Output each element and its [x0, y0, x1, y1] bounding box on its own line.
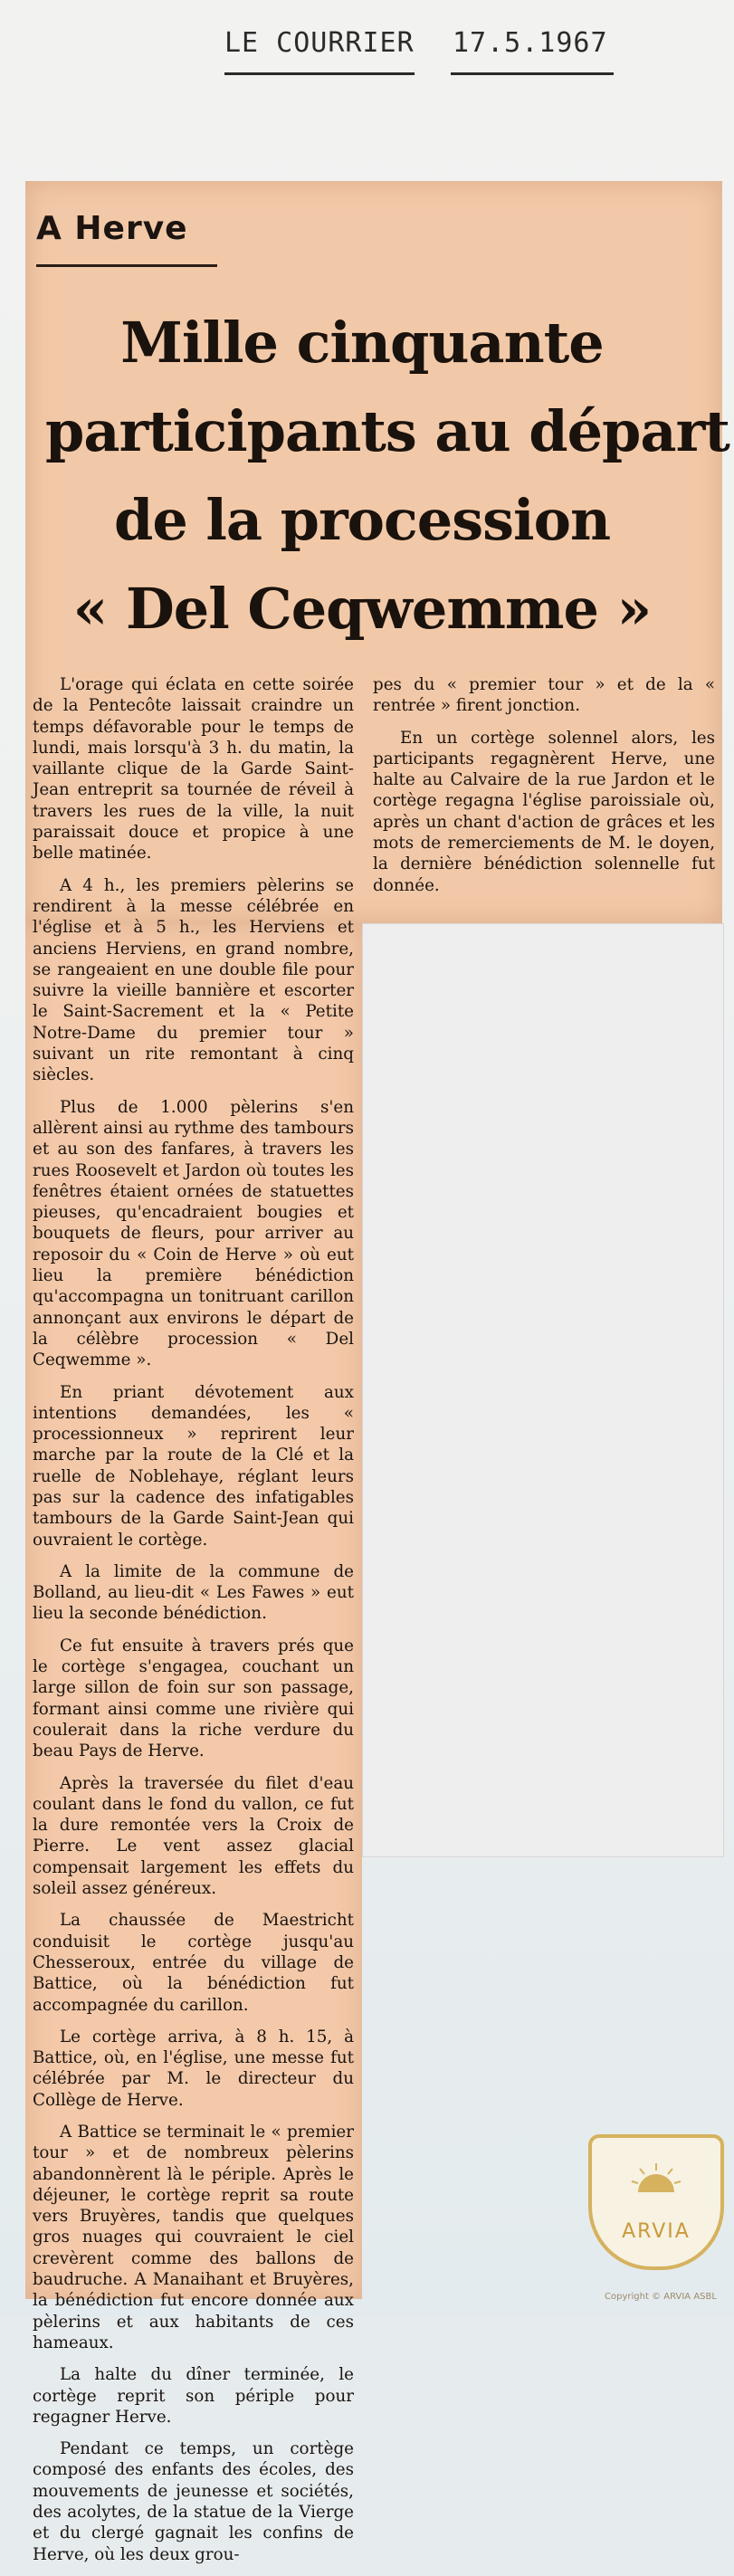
- headline-line: de la procession: [113, 487, 611, 553]
- paragraph: Le cortège arriva, à 8 h. 15, à Battice, où, en l'église, une messe fut célébrée par M. le directeur du Collège de Herve.: [33, 2027, 354, 2110]
- back-page-bleed: [362, 923, 724, 1857]
- paragraph: L'orage qui éclata en cette soirée de la Pentecôte laissait craindre un temps défavorable pour le temps de lundi, mais lorsqu'à 3 h. du matin, la vaillante clique de la Garde Saint-Jean entreprit sa tournée de réveil à travers les rues de la ville, la nuit paraissait douce et propice à une belle matinée.: [33, 675, 354, 863]
- rising-sun-icon: [629, 2160, 683, 2196]
- clipping-date: 17.5.1967: [453, 27, 608, 59]
- article-headline: [45, 299, 729, 654]
- paragraph: pes du « premier tour » et de la « rentrée » firent jonction.: [373, 675, 715, 716]
- paragraph: En priant dévotement aux intentions demandées, les « processionneux » reprirent leur marche par la route de la Clé et la ruelle de Noblehaye, réglant leurs pas sur la cadence des infatigables tambours de la Garde Saint-Jean qui ouvraient le cortège.: [33, 1382, 354, 1550]
- logo-brand-text: ARVIA: [622, 2220, 691, 2243]
- newspaper-name: LE COURRIER: [224, 27, 415, 59]
- paragraph: Plus de 1.000 pèlerins s'en allèrent ainsi au rythme des tambours et au son des fanfares, à travers les rues Roosevelt et Jardon où toutes les fenêtres étaient ornées de statuettes pieuses, qu'encadraient bougies et bouquets de fleurs, pour arriver au reposoir du « Coin de Herve » où eut lieu la première bénédiction qu'accompagna un tonitruant carillon annonçant aux environs le départ de la célèbre procession « Del Ceqwemme ».: [33, 1097, 354, 1370]
- headline-line: Mille cinquante: [120, 310, 604, 376]
- logo-shield-icon: [588, 2134, 724, 2270]
- arvia-logo: [588, 2134, 724, 2288]
- article-column-left: [33, 674, 354, 2576]
- paragraph: La chaussée de Maestricht conduisit le cortège jusqu'au Chesseroux, entrée du village de Battice, où la bénédiction fut accompagnée du carillon.: [33, 1911, 354, 2015]
- date-underline: [451, 72, 614, 75]
- headline-line: « Del Ceqwemme »: [72, 576, 652, 642]
- paragraph: A la limite de la commune de Bolland, au lieu-dit « Les Fawes » eut lieu la seconde bénédiction.: [33, 1561, 354, 1624]
- paragraph: La halte du dîner terminée, le cortège reprit son périple pour regagner Herve.: [33, 2365, 354, 2427]
- headline-line: participants au départ: [45, 398, 729, 464]
- paragraph: Après la traversée du filet d'eau coulant dans le fond du vallon, ce fut la dure remontée vers la Croix de Pierre. Le vent assez glacial compensait largement les effets du soleil assez généreux.: [33, 1773, 354, 1899]
- paragraph: En un cortège solennel alors, les participants regagnèrent Herve, une halte au Calvaire de la rue Jardon et le cortège regagna l'église paroissiale où, après un chant d'action de grâces et les mots de remerciements de M. le doyen, la dernière bénédiction solennelle fut donnée.: [373, 728, 715, 895]
- article-kicker: A Herve: [36, 210, 188, 247]
- paragraph: Pendant ce temps, un cortège composé des enfants des écoles, des mouvements de jeunesse et sociétés, des acolytes, de la statue de la Vierge et du clergé gagnait les confins de Herve, où les deux grou-: [33, 2439, 354, 2564]
- newspaper-underline: [224, 72, 415, 75]
- paragraph: Ce fut ensuite à travers prés que le cortège s'engagea, couchant un large sillon de foin sur son passage, formant ainsi comme une rivière qui coulerait dans la riche verdure du beau Pays de Herve.: [33, 1636, 354, 1761]
- paragraph: A Battice se terminait le « premier tour » et de nombreux pèlerins abandonnèrent là le périple. Après le déjeuner, le cortège reprit sa route vers Bruyères, tandis que quelques gros nuages qui couvraient le ciel crevèrent comme des ballons de baudruche. A Manaihant et Bruyères, la bénédiction fut encore donnée aux pèlerins et aux habitants de ces hameaux.: [33, 2123, 354, 2352]
- kicker-underline: [36, 264, 217, 267]
- copyright-notice: Copyright © ARVIA ASBL: [605, 2292, 717, 2302]
- paragraph: A 4 h., les premiers pèlerins se rendirent à la messe célébrée en l'église et à 5 h., les Herviens et anciens Herviens, en grand nombre, se rangeaient en une double file pour suivre la vieille bannière et escorter le Saint-Sacrement et la « Petite Notre-Dame du premier tour » suivant un rite remontant à cinq siècles.: [33, 875, 354, 1085]
- article-column-right: [373, 674, 715, 907]
